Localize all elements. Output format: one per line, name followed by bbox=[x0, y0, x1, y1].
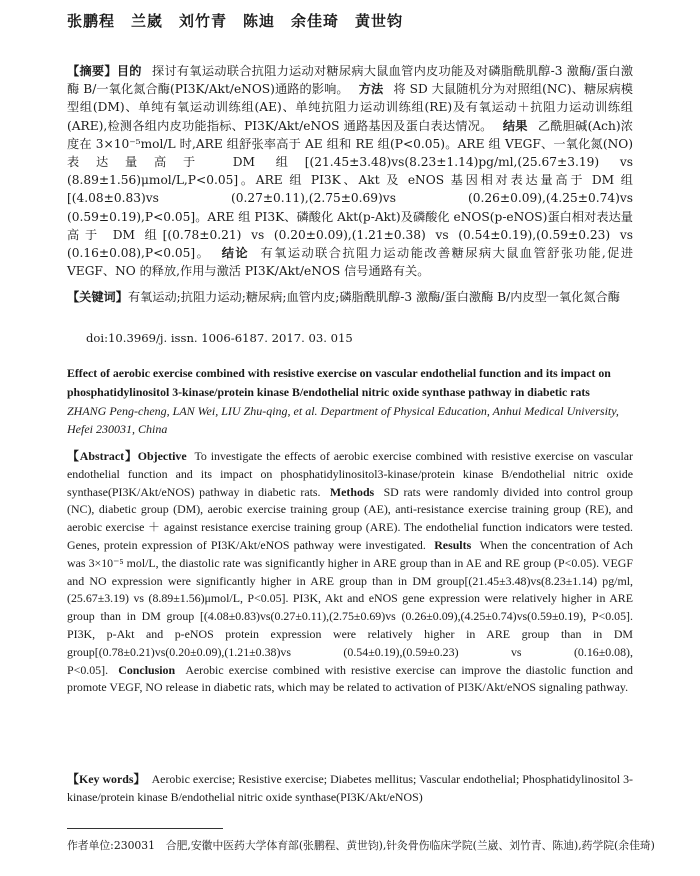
chinese-keywords bbox=[67, 288, 633, 306]
cn-conclusion-label: 结论 bbox=[220, 246, 250, 261]
cn-objective-text: 探讨有氧运动联合抗阻力运动对糖尿病大鼠血管内皮功能及对磷脂酰肌醇-3 激酶/蛋白激酶 B/一氧化氮合酶(PI3K/Akt/eNOS)通路的影响。 bbox=[67, 64, 634, 97]
cn-conclusion-text: 有氧运动联合抗阻力运动能改善糖尿病大鼠血管舒张功能,促进 VEGF、NO 的释放,作用与激活 PI3K/Akt/eNOS 信号通路有关。 bbox=[67, 246, 634, 279]
cn-methods-label: 方法 bbox=[358, 82, 384, 97]
en-keywords-label: 【Key words】 bbox=[67, 772, 146, 786]
en-results-text: When the concentration of Ach was 3×10⁻⁵ mol/L, the diastolic rate was significantly higher in ARE group than in AE and RE group (P<0.05). VEGF and NO expression were significantly higher in ARE group than in DM group[(21.45±3.48)vs(8.23±1.14) pg/ml,(25.67±3.19) vs (8.89±1.56)μmol/L, P<0.05]. PI3K, Akt and eNOS gene expression were relatively higher in ARE group than in DM group [(4.08±0.83)vs(0.27±0.11),(2.75±0.69)vs (0.26±0.09),(4.25±0.74)vs(0.59±0.19), P<0.05]. PI3K, p-Akt and p-eNOS protein expression were relatively higher in ARE group than in DM group[(0.78±0.21)vs(0.20±0.09),(1.21±0.38)vs (0.54±0.19),(0.59±0.23) vs (0.16±0.08), P<0.05]. bbox=[67, 537, 633, 677]
en-conclusion-label: Conclusion bbox=[118, 662, 176, 677]
en-methods-text: SD rats were randomly divided into control group (NC), diabetic group (DM), aerobic exercise training group (AE), anti-resistance exercise training group (RE), and aerobic exercise ＋ against resistance exercise training group (ARE). The endothelial function indicators were tested. Genes, protein expression of PI3K/Akt/eNOS pathway were investigated. bbox=[67, 484, 633, 552]
en-abstract-label: 【Abstract】 bbox=[67, 449, 138, 463]
en-keywords-text: Aerobic exercise; Resistive exercise; Diabetes mellitus; Vascular endothelial; Phosphatidylinositol 3-kinase/protein kinase B/endothelial nitric oxide synthase(PI3K/Akt/eNOS) bbox=[67, 772, 633, 804]
english-title: Effect of aerobic exercise combined with resistive exercise on vascular endothelial function and its impact on phosphatidylinositol 3-kinase/protein kinase B/endothelial nitric oxide synthase pathway in diabetic rats bbox=[67, 366, 611, 399]
cn-keywords-text: 有氧运动;抗阻力运动;糖尿病;血管内皮;磷脂酰肌醇-3 激酶/蛋白激酶 B/内皮型一氧化氮合酶 bbox=[127, 290, 620, 304]
en-conclusion-text: Aerobic exercise combined with resistive exercise can improve the diastolic function and promote VEGF, NO release in diabetic rats, which may be related to activation of PI3K/Akt/eNOS signaling pathway. bbox=[67, 662, 633, 695]
author-list: 张鹏程 兰崴 刘竹青 陈迪 余佳琦 黄世钧 bbox=[67, 12, 404, 30]
author-affiliation: 作者单位:230031 合肥,安徽中医药大学体育部(张鹏程、黄世钧),针灸骨伤临床学院(兰崴、刘竹青、陈迪),药学院(余佳琦) bbox=[67, 839, 655, 852]
en-objective-text: To investigate the effects of aerobic exercise combined with resistive exercise on vascular endothelial function and its impact on phosphatidylinositol3-kinase/protein kinase B/endothelial nitric oxide synthase(PI3K/Akt/eNOS) pathway in diabetic rats. bbox=[67, 449, 634, 499]
footnote-divider bbox=[67, 828, 223, 829]
cn-results-text: 乙酰胆碱(Ach)浓度在 3×10⁻⁵mol/L 时,ARE 组舒张率高于 AE 组和 RE 组(P<0.05)。ARE 组 VEGF、一氧化氮(NO)表达量高于 DM 组[(21.45±3.48)vs(8.23±1.14)pg/ml,(25.67±3.19) vs (8.89±1.56)μmol/L,P<0.05]。ARE 组 PI3K、Akt 及 eNOS 基因相对表达量高于 DM 组[(4.08±0.83)vs (0.27±0.11),(2.75±0.69)vs (0.26±0.09),(4.25±0.74)vs (0.59±0.19),P<0.05]。ARE 组 PI3K、磷酸化 Akt(p-Akt)及磷酸化 eNOS(p-eNOS)蛋白相对表达量高于 DM 组[(0.78±0.21) vs (0.20±0.09),(1.21±0.38) vs (0.54±0.19),(0.59±0.23) vs (0.16±0.08),P<0.05]。 bbox=[67, 118, 633, 261]
doi-line: doi:10.3969/j. issn. 1006-6187. 2017. 03. 015 bbox=[86, 331, 353, 345]
cn-abstract-label: 【摘要】 bbox=[67, 64, 117, 78]
en-methods-label: Methods bbox=[329, 484, 375, 499]
english-keywords bbox=[67, 770, 633, 806]
cn-objective-label: 目的 bbox=[116, 64, 142, 78]
english-authors: ZHANG Peng-cheng, LAN Wei, LIU Zhu-qing, et al. Department of Physical Education, Anhui Medical University, Hefei 230031, China bbox=[67, 404, 619, 437]
cn-results-label: 结果 bbox=[502, 118, 528, 133]
cn-methods-text: 将 SD 大鼠随机分为对照组(NC)、糖尿病模型组(DM)、单纯有氧运动训练组(AE)、单纯抗阻力运动训练组(RE)及有氧运动＋抗阻力运动训练组(ARE),检测各组内皮功能指标、PI3K/Akt/eNOS 通路基因及蛋白表达情况。 bbox=[67, 82, 633, 133]
en-objective-label: Objective bbox=[137, 449, 187, 463]
en-results-label: Results bbox=[434, 537, 472, 552]
chinese-abstract bbox=[67, 62, 633, 280]
cn-keywords-label: 【关键词】 bbox=[67, 290, 128, 304]
english-abstract bbox=[67, 448, 633, 697]
